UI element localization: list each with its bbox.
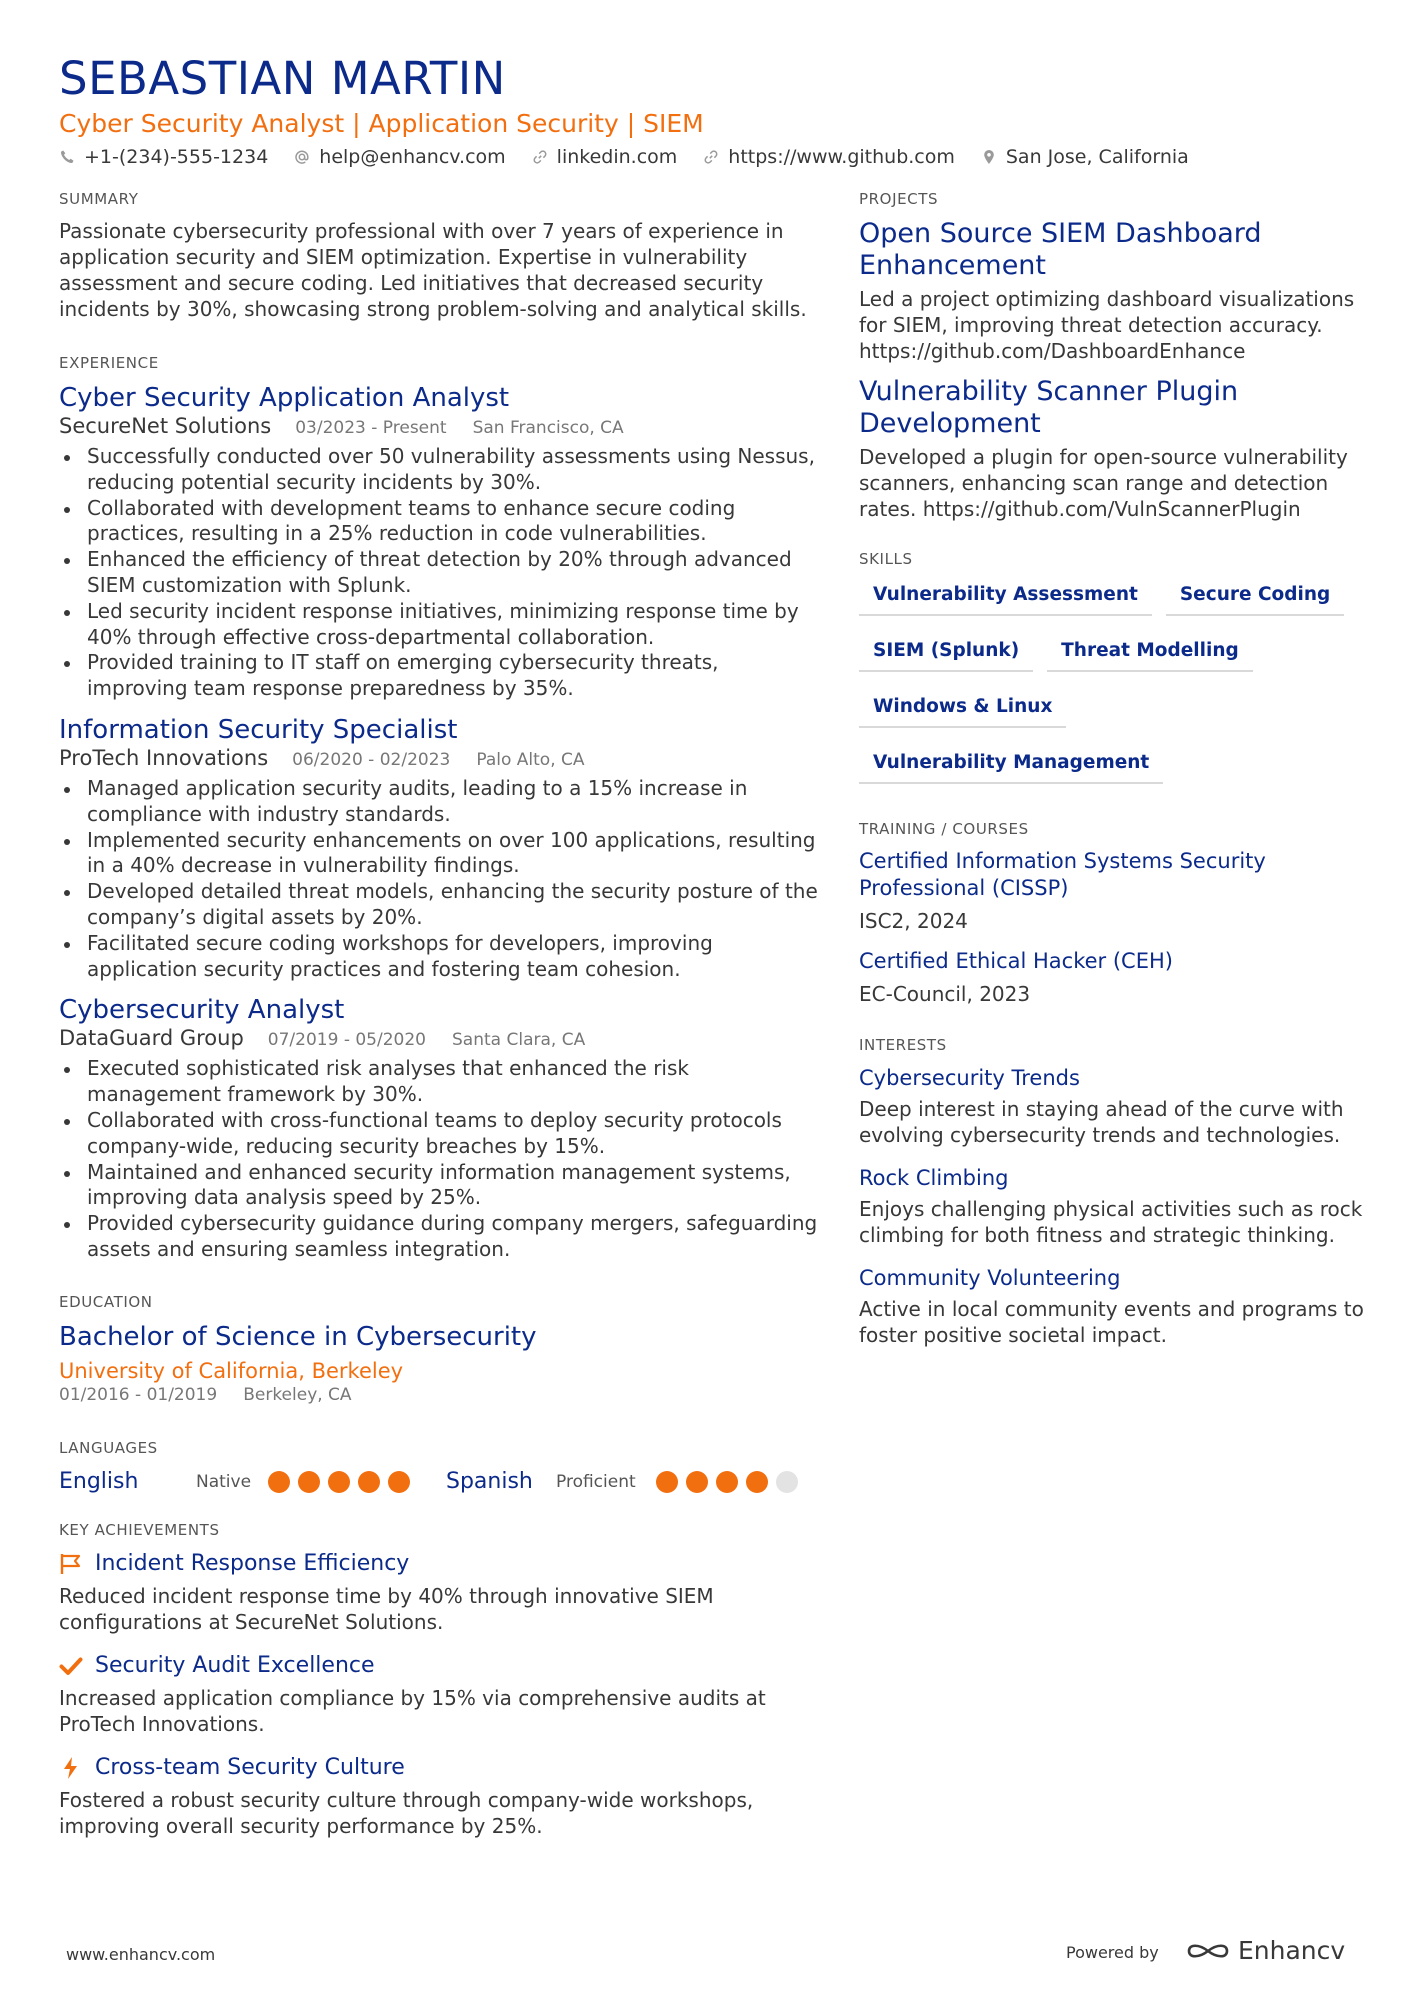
course-item <box>859 948 1369 1008</box>
bullet-item: Led security incident response initiatives, minimizing response time by 40% through effective cross-departmental collaboration. <box>59 599 819 651</box>
project-item <box>859 376 1369 522</box>
rating-dot-filled <box>358 1471 380 1493</box>
language-rating <box>268 1471 446 1493</box>
education-dates: 01/2016 - 01/2019 <box>59 1384 218 1405</box>
course-title: Certified Ethical Hacker (CEH) <box>859 949 1173 973</box>
rating-dot-filled <box>298 1471 320 1493</box>
interests-heading: INTERESTS <box>859 1036 947 1054</box>
skills-section <box>859 550 1369 802</box>
summary-text: Passionate cybersecurity professional with over 7 years of experience in application security and SIEM optimization. Expertise in vulnerability assessment and secure coding. Led initiatives that decreased security incidents by 30%, showcasing strong problem-solving and analytical skills. <box>59 219 807 321</box>
job-title: Cybersecurity Analyst <box>59 995 345 1026</box>
job-meta <box>59 414 819 442</box>
left-column <box>59 190 819 1839</box>
interest-title: Cybersecurity Trends <box>859 1066 1080 1090</box>
rating-dot-filled <box>388 1471 410 1493</box>
project-title: Open Source SIEM Dashboard Enhancement <box>859 218 1262 281</box>
job-meta <box>59 746 819 774</box>
phone-number: +1-(234)-555-1234 <box>84 146 269 168</box>
project-text: Developed a plugin for open-source vulnerability scanners, enhancing scan range and detection rates. https://github.com/VulnScannerPlugin <box>859 445 1348 521</box>
job-location: Palo Alto, CA <box>476 749 585 770</box>
bullet-item: Executed sophisticated risk analyses that enhanced the risk management framework by 30%. <box>59 1056 819 1108</box>
language-name: Spanish <box>446 1469 533 1495</box>
language-level: Proficient <box>556 1471 636 1492</box>
bullet-item: Collaborated with cross-functional teams to deploy security protocols company-wide, reducing security breaches by 15%. <box>59 1108 819 1160</box>
projects-section <box>859 190 1369 522</box>
phone-icon <box>59 149 75 165</box>
powered-by-label: Powered by <box>1066 1943 1159 1962</box>
education-location: Berkeley, CA <box>243 1384 352 1405</box>
education-heading: EDUCATION <box>59 1292 153 1311</box>
contact-linkedin[interactable] <box>532 146 678 168</box>
company-name: ProTech Innovations <box>59 745 269 770</box>
candidate-name: SEBASTIAN MARTIN <box>59 52 506 105</box>
location-text: San Jose, California <box>1005 146 1189 168</box>
job-title: Cyber Security Application Analyst <box>59 383 510 413</box>
training-heading: TRAINING / COURSES <box>859 820 1029 838</box>
bullet-item: Collaborated with development teams to enhance secure coding practices, resulting in a 25% reduction in code vulnerabilities. <box>59 496 819 548</box>
job-dates: 07/2019 - 05/2020 <box>267 1030 426 1051</box>
training-section <box>859 820 1369 1008</box>
location-pin-icon <box>981 149 997 165</box>
skill-tag: Windows & Linux <box>859 690 1066 728</box>
contact-github[interactable] <box>703 146 955 168</box>
link-icon <box>532 149 548 165</box>
course-item <box>859 848 1369 935</box>
linkedin-link[interactable]: linkedin.com <box>556 146 678 168</box>
language-rating <box>656 1471 806 1493</box>
brand-logo[interactable] <box>1186 1936 1345 1965</box>
enhancv-logo-icon <box>1186 1939 1230 1963</box>
lightning-icon <box>59 1756 83 1780</box>
summary-heading: SUMMARY <box>59 190 139 208</box>
achievement-text: Reduced incident response time by 40% through innovative SIEM configurations at SecureNet Solutions. <box>59 1583 714 1634</box>
interest-item <box>859 1264 1369 1348</box>
checkmark-icon <box>59 1654 83 1678</box>
job-dates: 03/2023 - Present <box>295 418 447 438</box>
skill-tag: Vulnerability Management <box>859 746 1163 784</box>
job-bullets <box>59 444 819 702</box>
job-location: Santa Clara, CA <box>452 1030 586 1051</box>
flag-icon <box>59 1552 83 1576</box>
link-icon <box>703 149 719 165</box>
bullet-item: Managed application security audits, leading to a 15% increase in compliance with industry standards. <box>59 776 819 828</box>
bullet-item: Facilitated secure coding workshops for developers, improving application security practices and fostering team cohesion. <box>59 931 819 983</box>
interest-text: Active in local community events and programs to foster positive societal impact. <box>859 1297 1364 1347</box>
achievement-title: Security Audit Excellence <box>95 1653 375 1679</box>
achievement-item <box>59 1651 819 1737</box>
projects-heading: PROJECTS <box>859 190 939 208</box>
contact-bar <box>59 145 1215 169</box>
achievement-text: Fostered a robust security culture through company-wide workshops, improving overall security performance by 25%. <box>59 1787 754 1838</box>
bullet-item: Developed detailed threat models, enhancing the security posture of the company’s digital assets by 20%. <box>59 879 819 931</box>
bullet-item: Provided cybersecurity guidance during company mergers, safeguarding assets and ensuring seamless integration. <box>59 1211 819 1263</box>
rating-dot-filled <box>268 1471 290 1493</box>
footer-website[interactable]: www.enhancv.com <box>66 1945 216 1964</box>
candidate-headline: Cyber Security Analyst | Application Security | SIEM <box>59 109 704 138</box>
summary-section <box>59 190 819 322</box>
bullet-item: Maintained and enhanced security information management systems, improving data analysis speed by 25%. <box>59 1160 819 1212</box>
job-location: San Francisco, CA <box>472 418 624 438</box>
course-title: Certified Information Systems Security Professional (CISSP) <box>859 849 1266 900</box>
bullet-item: Implemented security enhancements on over 100 applications, resulting in a 40% decrease in vulnerability findings. <box>59 828 819 880</box>
interest-title: Rock Climbing <box>859 1166 1009 1190</box>
contact-phone <box>59 146 268 168</box>
rating-dot-filled <box>746 1471 768 1493</box>
achievement-title-row <box>59 1753 819 1783</box>
languages-heading: LANGUAGES <box>59 1438 158 1457</box>
language-level: Native <box>196 1471 252 1492</box>
achievements-heading: KEY ACHIEVEMENTS <box>59 1520 220 1539</box>
job-title: Information Security Specialist <box>59 714 458 745</box>
interests-section <box>859 1036 1369 1348</box>
achievement-title-row <box>59 1549 819 1579</box>
company-name: SecureNet Solutions <box>59 414 272 438</box>
education-meta <box>59 1385 819 1409</box>
brand-name: Enhancv <box>1238 1936 1346 1965</box>
bullet-item: Successfully conducted over 50 vulnerability assessments using Nessus, reducing potential security incidents by 30%. <box>59 444 819 496</box>
interest-item <box>859 1164 1369 1248</box>
at-icon <box>294 149 310 165</box>
interest-text: Deep interest in staying ahead of the curve with evolving cybersecurity trends and technologies. <box>859 1097 1344 1147</box>
rating-dot-filled <box>716 1471 738 1493</box>
experience-entry <box>59 994 819 1262</box>
achievement-item <box>59 1753 819 1839</box>
github-link[interactable]: https://www.github.com <box>728 146 955 168</box>
course-provider: ISC2, 2024 <box>859 909 968 933</box>
achievement-title: Incident Response Efficiency <box>95 1551 410 1577</box>
company-name: DataGuard Group <box>59 1026 244 1051</box>
interest-title: Community Volunteering <box>859 1266 1121 1290</box>
achievements-section <box>59 1521 819 1839</box>
interest-item <box>859 1064 1369 1148</box>
contact-email[interactable] <box>294 146 505 168</box>
degree-title: Bachelor of Science in Cybersecurity <box>59 1321 537 1352</box>
contact-location <box>981 146 1189 168</box>
experience-entry <box>59 382 819 702</box>
languages-section <box>59 1439 819 1497</box>
job-dates: 06/2020 - 02/2023 <box>292 749 451 770</box>
skill-tag: Secure Coding <box>1166 578 1344 616</box>
education-section <box>59 1293 819 1409</box>
achievement-title-row <box>59 1651 819 1681</box>
bullet-item: Enhanced the efficiency of threat detection by 20% through advanced SIEM customization with Splunk. <box>59 547 819 599</box>
achievement-title: Cross-team Security Culture <box>95 1755 405 1781</box>
rating-dot-filled <box>686 1471 708 1493</box>
achievement-item <box>59 1549 819 1635</box>
skills-list <box>859 578 1379 802</box>
job-meta <box>59 1026 819 1054</box>
experience-section <box>59 354 819 1263</box>
job-bullets <box>59 1056 819 1262</box>
rating-dot-filled <box>328 1471 350 1493</box>
skill-tag: SIEM (Splunk) <box>859 634 1033 672</box>
school-name: University of California, Berkeley <box>59 1358 404 1383</box>
project-item <box>859 218 1369 364</box>
skill-tag: Vulnerability Assessment <box>859 578 1152 616</box>
languages-row <box>59 1467 819 1497</box>
skill-tag: Threat Modelling <box>1047 634 1253 672</box>
language-name: English <box>59 1469 139 1495</box>
email-link[interactable]: help@enhancv.com <box>319 146 506 168</box>
skills-heading: SKILLS <box>859 550 913 568</box>
rating-dot-empty <box>776 1471 798 1493</box>
experience-entry <box>59 714 819 982</box>
experience-heading: EXPERIENCE <box>59 354 159 372</box>
achievement-text: Increased application compliance by 15% via comprehensive audits at ProTech Innovations. <box>59 1685 766 1736</box>
job-bullets <box>59 776 819 982</box>
course-provider: EC-Council, 2023 <box>859 982 1031 1006</box>
bullet-item: Provided training to IT staff on emerging cybersecurity threats, improving team response preparedness by 35%. <box>59 650 819 702</box>
right-column <box>859 190 1369 1348</box>
interest-text: Enjoys challenging physical activities such as rock climbing for both fitness and strategic thinking. <box>859 1197 1363 1247</box>
project-title: Vulnerability Scanner Plugin Development <box>859 376 1239 439</box>
rating-dot-filled <box>656 1471 678 1493</box>
project-text: Led a project optimizing dashboard visualizations for SIEM, improving threat detection accuracy. https://github.com/DashboardEnhance <box>859 287 1355 363</box>
